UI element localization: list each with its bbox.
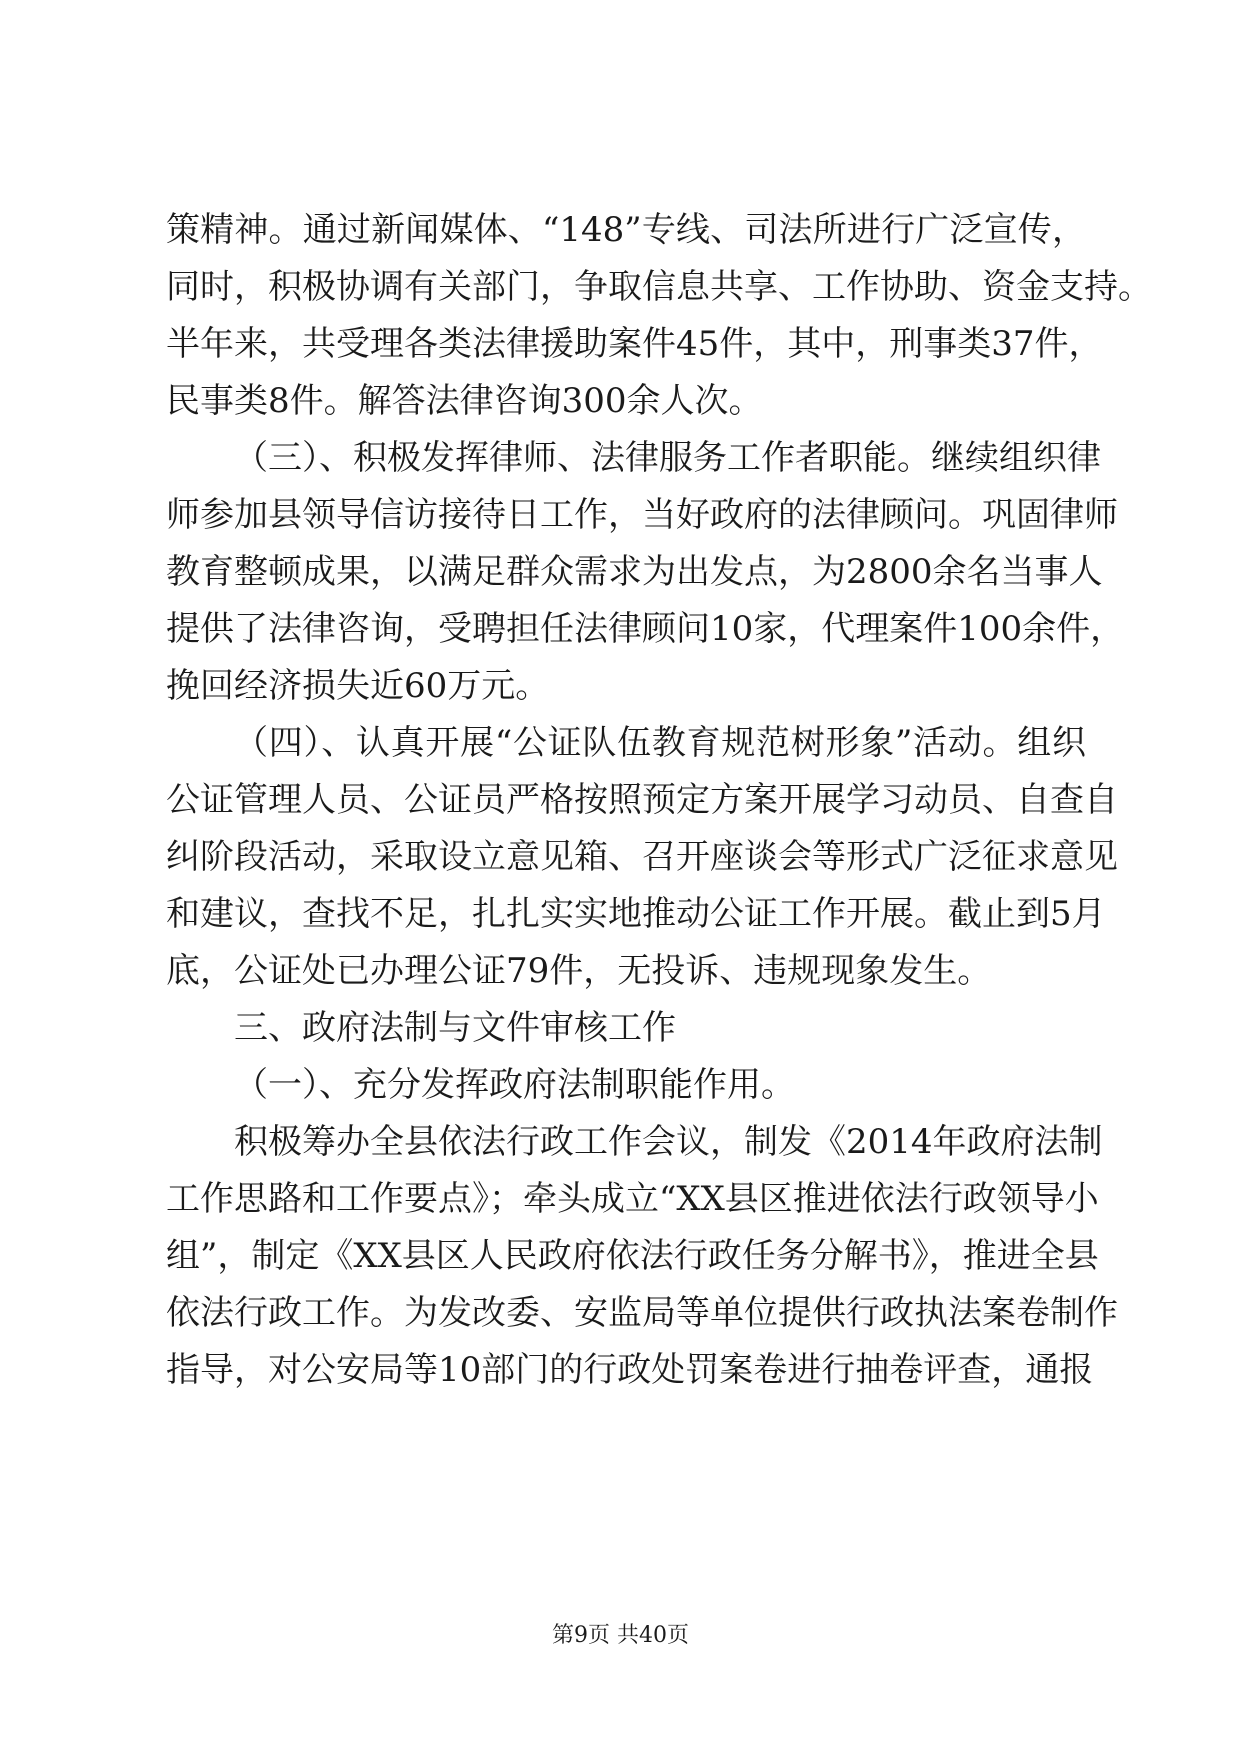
text-line: 教育整顿成果，以满足群众需求为出发点，为2800余名当事人 (166, 552, 1103, 592)
text-line: 纠阶段活动，采取设立意见箱、召开座谈会等形式广泛征求意见 (166, 837, 1118, 877)
page-number: 第9页 共40页 (552, 1623, 689, 1648)
text-line: （三）、积极发挥律师、法律服务工作者职能。继续组织律 (234, 438, 1101, 478)
page-footer (0, 1616, 1241, 1656)
text-line: 指导，对公安局等10部门的行政处罚案卷进行抽卷评查，通报 (166, 1350, 1094, 1390)
text-line: （四）、认真开展“公证队伍教育规范树形象”活动。组织 (234, 723, 1086, 763)
text-line: 民事类8件。解答法律咨询300余人次。 (166, 381, 763, 421)
text-line: 积极筹办全县依法行政工作会议，制发《2014年政府法制 (234, 1122, 1103, 1162)
text-line: 和建议，查找不足，扎扎实实地推动公证工作开展。截止到5月 (166, 894, 1106, 934)
text-line: 挽回经济损失近60万元。 (166, 666, 550, 706)
text-line: 组”，制定《XX县区人民政府依法行政任务分解书》，推进全县 (166, 1236, 1099, 1276)
text-line: 工作思路和工作要点》；牵头成立“XX县区推进依法行政领导小 (166, 1179, 1099, 1219)
text-line: 公证管理人员、公证员严格按照预定方案开展学习动员、自查自 (166, 780, 1118, 820)
text-line: 提供了法律咨询，受聘担任法律顾问10家，代理案件100余件， (166, 609, 1125, 649)
text-line: 三、政府法制与文件审核工作 (234, 1008, 676, 1048)
text-line: （一）、充分发挥政府法制职能作用。 (234, 1065, 795, 1105)
text-line: 半年来，共受理各类法律援助案件45件，其中，刑事类37件， (166, 324, 1103, 364)
text-line: 底，公证处已办理公证79件，无投诉、违规现象发生。 (166, 951, 992, 991)
text-line: 策精神。通过新闻媒体、“148”专线、司法所进行广泛宣传， (166, 210, 1086, 250)
text-line: 师参加县领导信访接待日工作，当好政府的法律顾问。巩固律师 (166, 495, 1118, 535)
text-line: 依法行政工作。为发改委、安监局等单位提供行政执法案卷制作 (166, 1293, 1118, 1333)
text-line: 同时，积极协调有关部门，争取信息共享、工作协助、资金支持。 (166, 267, 1152, 307)
